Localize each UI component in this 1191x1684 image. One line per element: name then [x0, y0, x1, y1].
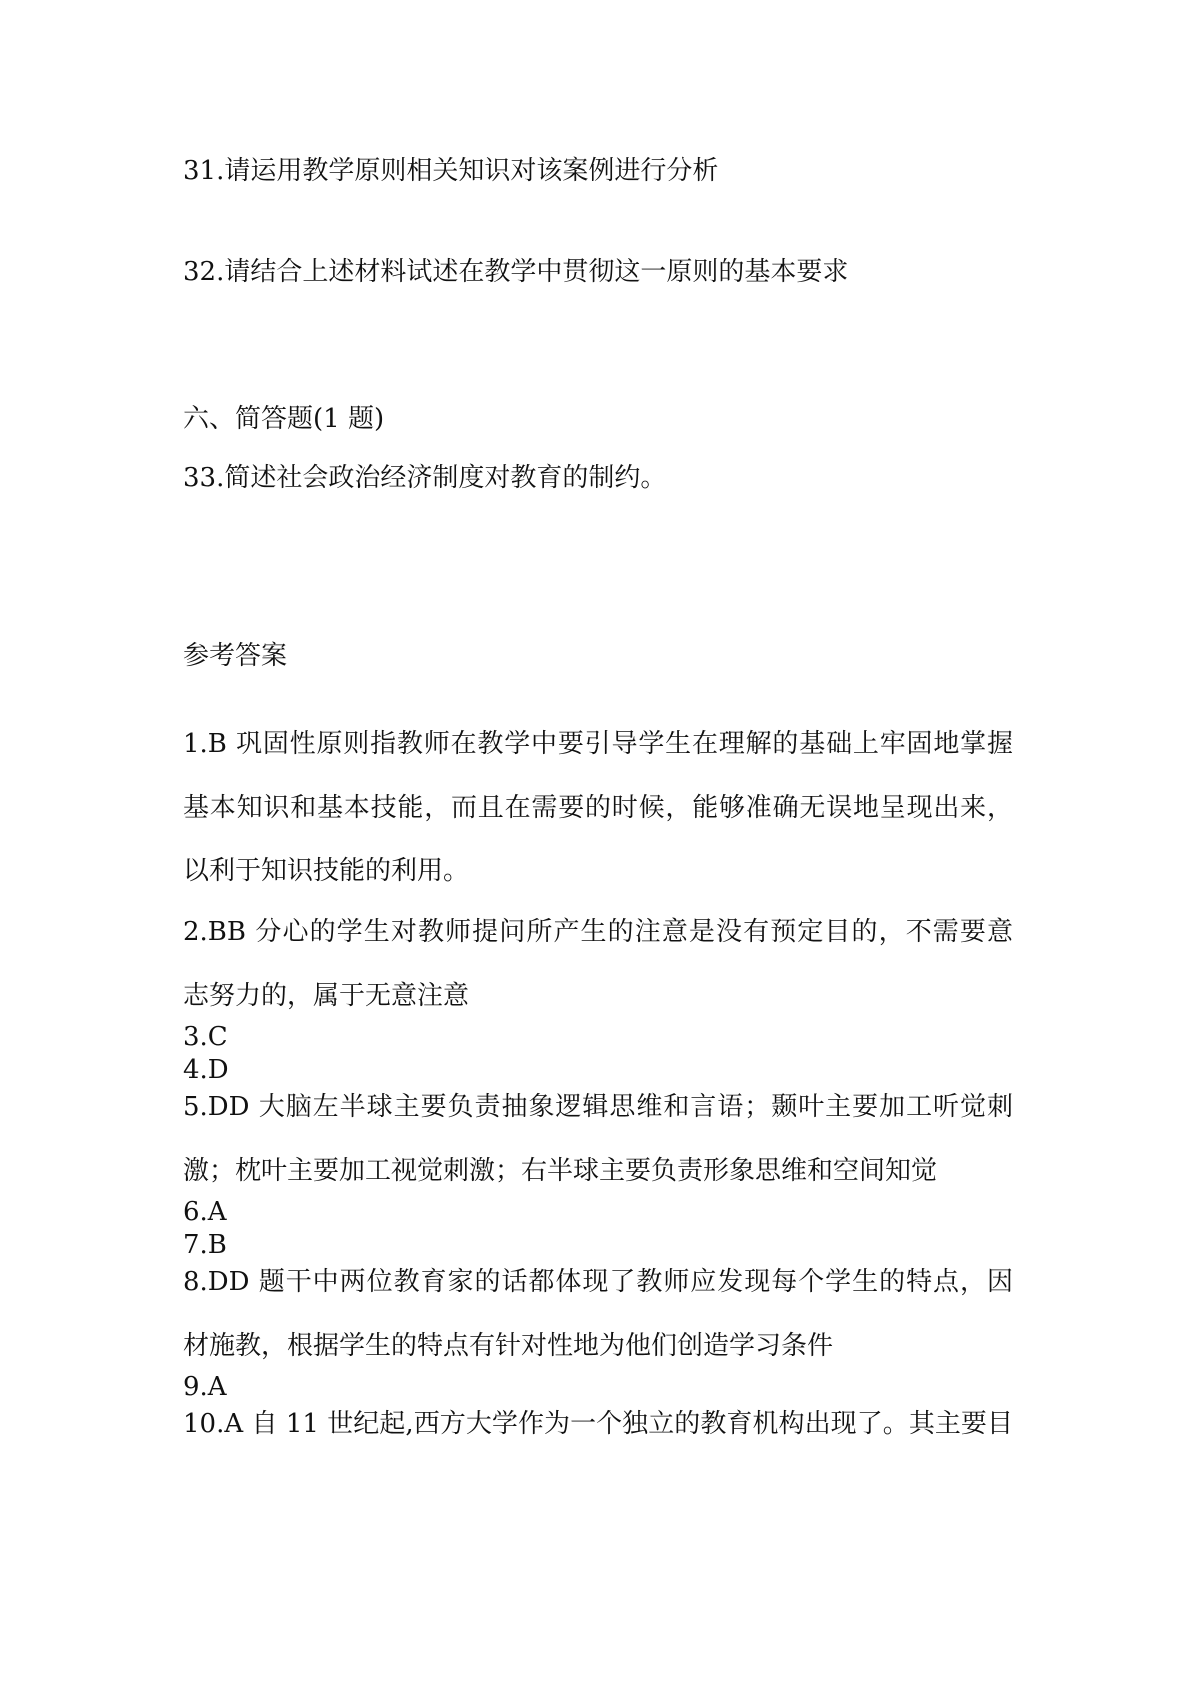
answer-line: 6.A: [183, 1197, 227, 1227]
answer-line: 材施教，根据学生的特点有针对性地为他们创造学习条件: [183, 1331, 834, 1361]
answer-line: 8.DD 题干中两位教育家的话都体现了教师应发现每个学生的特点，因: [183, 1267, 1013, 1297]
question-33: 33.简述社会政治经济制度对教育的制约。: [183, 463, 667, 493]
answer-line: 志努力的，属于无意注意: [183, 981, 470, 1011]
answer-line: 9.A: [183, 1372, 227, 1402]
answer-line: 2.BB 分心的学生对教师提问所产生的注意是没有预定目的，不需要意: [183, 917, 1013, 947]
answers-heading: 参考答案: [183, 641, 288, 671]
answer-line: 基本知识和基本技能，而且在需要的时候，能够准确无误地呈现出来，: [183, 793, 1013, 823]
answer-line: 7.B: [183, 1230, 227, 1260]
answer-line: 10.A 自 11 世纪起,西方大学作为一个独立的教育机构出现了。其主要目: [183, 1409, 1013, 1439]
answer-line: 3.C: [183, 1022, 228, 1052]
answer-line: 5.DD 大脑左半球主要负责抽象逻辑思维和言语；颞叶主要加工听觉刺: [183, 1092, 1013, 1122]
answer-line: 1.B 巩固性原则指教师在教学中要引导学生在理解的基础上牢固地掌握: [183, 729, 1013, 759]
answer-line: 激；枕叶主要加工视觉刺激；右半球主要负责形象思维和空间知觉: [183, 1156, 938, 1186]
question-32: 32.请结合上述材料试述在教学中贯彻这一原则的基本要求: [183, 257, 849, 287]
answer-line: 以利于知识技能的利用。: [183, 856, 470, 886]
section-heading-short-answer: 六、简答题(1 题): [183, 404, 385, 434]
answer-line: 4.D: [183, 1055, 229, 1085]
question-31: 31.请运用教学原则相关知识对该案例进行分析: [183, 156, 719, 186]
